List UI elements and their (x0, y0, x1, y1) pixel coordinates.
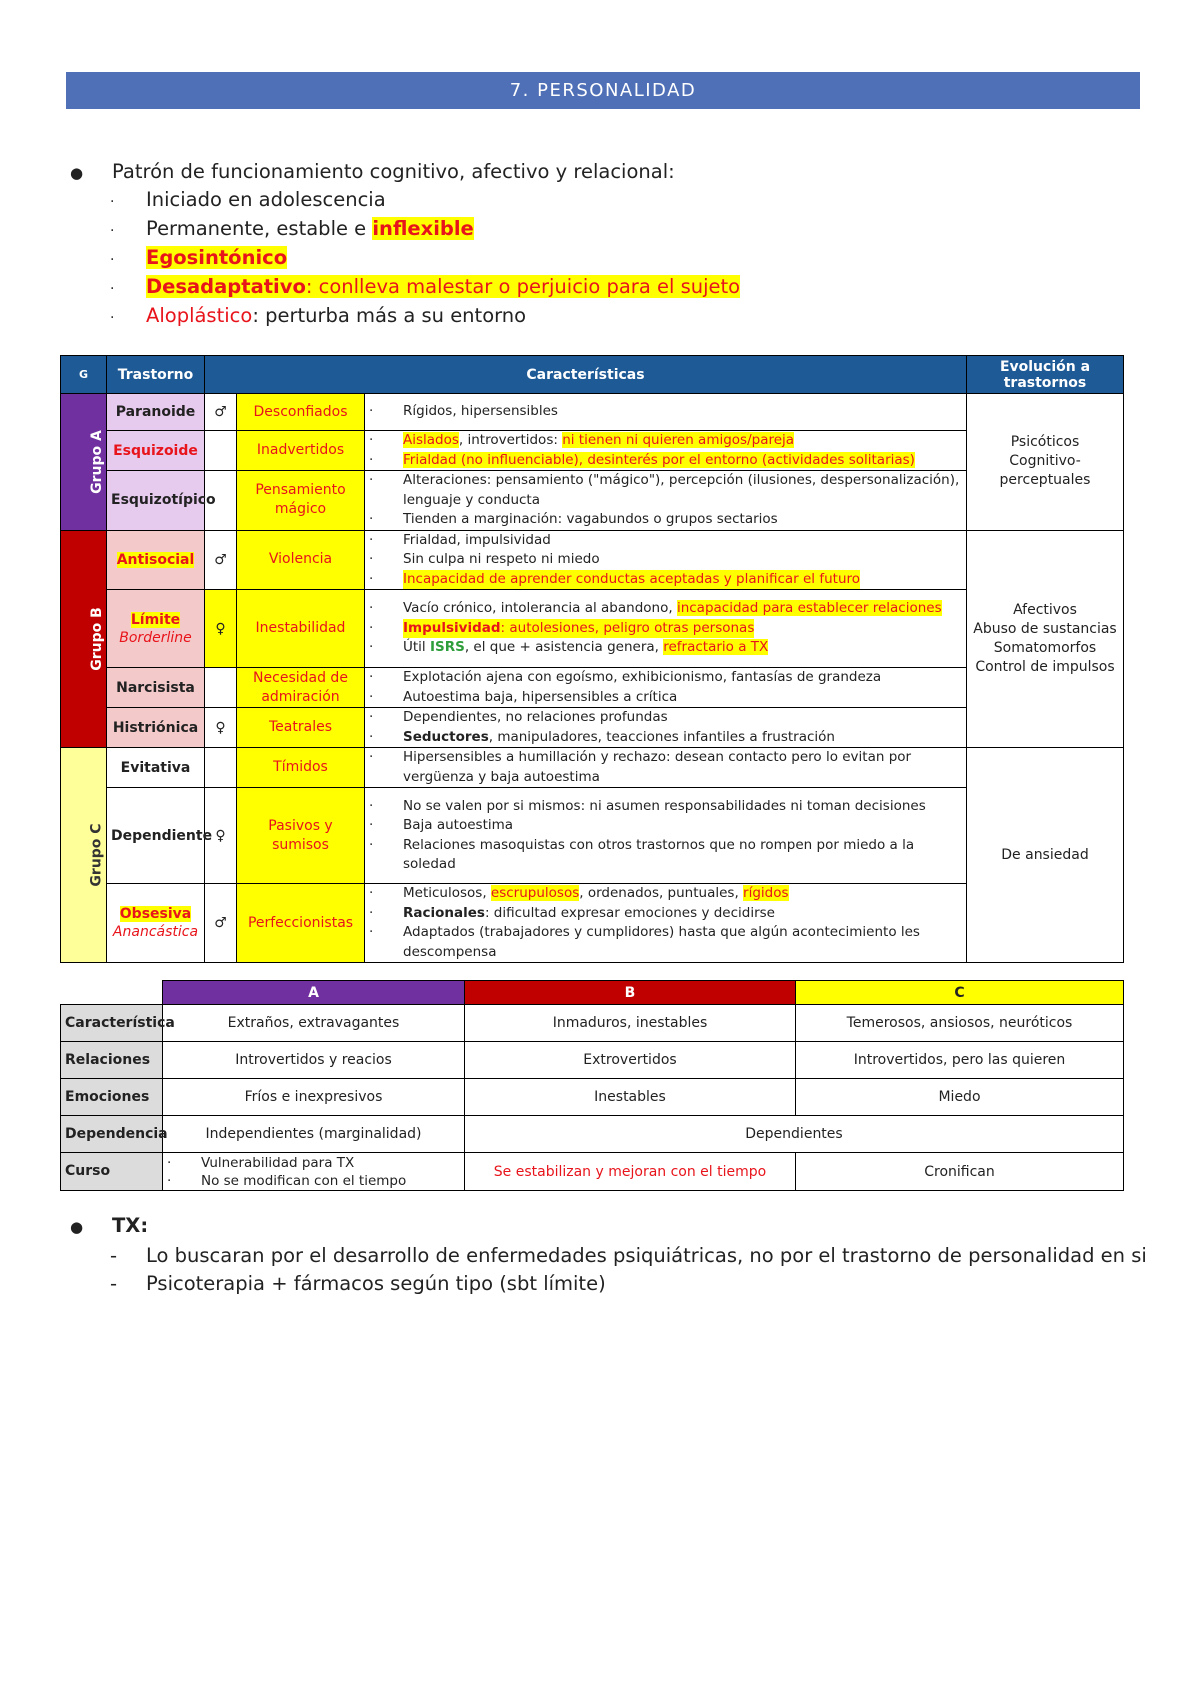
table-row (61, 1079, 1124, 1116)
item-text: Permanente, estable e inflexible (146, 217, 474, 240)
row-header: Dependencia (61, 1116, 163, 1153)
table-cell: Introvertidos, pero las quieren (796, 1042, 1124, 1079)
row-header: Emociones (61, 1079, 163, 1116)
disorder-descriptor: Pasivos y sumisos (237, 788, 365, 884)
highlight-text: Desadaptativo: conlleva malestar o perjuicio para el sujeto (146, 275, 741, 298)
disorder-descriptor: Tímidos (237, 748, 365, 788)
list-item (66, 304, 1146, 333)
evolution-b: Afectivos Abuso de sustancias Somatomorfos Control de impulsos (967, 530, 1124, 748)
list-item (66, 275, 1146, 304)
tx-heading (66, 1214, 1156, 1242)
female-icon: ♀ (205, 788, 237, 884)
table-cell: · Vulnerabilidad para TX · No se modifican con el tiempo (163, 1153, 465, 1191)
table-cell: Independientes (marginalidad) (163, 1116, 465, 1153)
col-header-a: A (163, 981, 465, 1005)
evolution-a: Psicóticos Cognitivo-perceptuales (967, 394, 1124, 531)
header-g: G (61, 356, 107, 394)
table-row (61, 884, 1124, 963)
group-c-label: Grupo C (61, 748, 107, 963)
table-cell: Miedo (796, 1079, 1124, 1116)
male-icon: ♂ (205, 884, 237, 963)
intro-section (66, 160, 1146, 333)
highlight-text: inflexible (372, 217, 474, 240)
disorder-name: Histriónica (107, 708, 205, 748)
header-caracteristicas: Características (205, 356, 967, 394)
col-header-c: C (796, 981, 1124, 1005)
list-item (66, 1270, 1156, 1298)
bullet-icon: · (110, 252, 115, 268)
disorder-descriptor: Teatrales (237, 708, 365, 748)
disorder-name: Esquizotípico (107, 471, 205, 531)
table-row (61, 708, 1124, 748)
highlight-text: Egosintónico (146, 246, 288, 269)
item-text: Psicoterapia + fármacos según tipo (sbt límite) (146, 1272, 606, 1295)
list-item (66, 217, 1146, 246)
table-cell: Dependientes (465, 1116, 1124, 1153)
male-icon: ♂ (205, 394, 237, 431)
characteristics-cell: · Frialdad, impulsividad · Sin culpa ni respeto ni miedo · Incapacidad de aprender conductas aceptadas y planificar el futuro (365, 530, 967, 590)
table-cell: Fríos e inexpresivos (163, 1079, 465, 1116)
table-row (61, 1116, 1124, 1153)
table-row (61, 530, 1124, 590)
item-text: Aloplástico: perturba más a su entorno (146, 304, 527, 327)
header-evolucion: Evolución a trastornos (967, 356, 1124, 394)
bullet-icon: · (110, 223, 115, 239)
characteristics-cell: · Dependientes, no relaciones profundas · Seductores, manipuladores, teacciones infantiles a frustración (365, 708, 967, 748)
table-cell: Se estabilizan y mejoran con el tiempo (465, 1153, 796, 1191)
personality-disorders-table (60, 355, 1124, 963)
characteristics-cell: · Alteraciones: pensamiento ("mágico"), percepción (ilusiones, despersonalización), lenguaje y conducta · Tienden a marginación: vagabundos o grupos sectarios (365, 471, 967, 531)
table-cell: Inmaduros, inestables (465, 1005, 796, 1042)
disorder-name: Esquizoide (107, 431, 205, 471)
table-row (61, 1005, 1124, 1042)
table-cell: Introvertidos y reacios (163, 1042, 465, 1079)
table-row (61, 431, 1124, 471)
group-b-label: Grupo B (61, 530, 107, 748)
sex-cell (205, 748, 237, 788)
tx-heading-text: TX: (112, 1214, 149, 1237)
bullet-icon: ● (70, 1218, 84, 1236)
table-row (61, 471, 1124, 531)
tx-section (66, 1214, 1156, 1298)
female-icon: ♀ (205, 708, 237, 748)
page-title: 7. PERSONALIDAD (66, 72, 1140, 109)
bullet-icon: ● (70, 164, 84, 182)
disorder-descriptor: Inestabilidad (237, 590, 365, 668)
table-cell: Extrovertidos (465, 1042, 796, 1079)
item-text: Iniciado en adolescencia (146, 188, 386, 211)
disorder-name: Obsesiva Anancástica (107, 884, 205, 963)
table-cell: Cronifican (796, 1153, 1124, 1191)
characteristics-cell: · Vacío crónico, intolerancia al abandono, incapacidad para establecer relaciones · Impulsividad: autolesiones, peligro otras personas · Útil ISRS, el que + asistencia genera, refractario a TX (365, 590, 967, 668)
table-row (61, 668, 1124, 708)
characteristics-cell: · Hipersensibles a humillación y rechazo: desean contacto pero lo evitan por vergüenza y baja autoestima (365, 748, 967, 788)
row-header: Relaciones (61, 1042, 163, 1079)
disorder-descriptor: Perfeccionistas (237, 884, 365, 963)
list-item (66, 188, 1146, 217)
table-row (61, 590, 1124, 668)
table-header-row (61, 981, 1124, 1005)
intro-heading-text: Patrón de funcionamiento cognitivo, afectivo y relacional: (112, 160, 675, 183)
table-cell: Extraños, extravagantes (163, 1005, 465, 1042)
bullet-icon: · (110, 310, 115, 326)
disorder-name: Dependiente (107, 788, 205, 884)
table-row (61, 748, 1124, 788)
male-icon: ♂ (205, 530, 237, 590)
row-header: Característica (61, 1005, 163, 1042)
characteristics-cell: · Aislados, introvertidos: ni tienen ni quieren amigos/pareja · Frialdad (no influenciable), desinterés por el entorno (actividades solitarias) (365, 431, 967, 471)
characteristics-cell: · Meticulosos, escrupulosos, ordenados, puntuales, rígidos · Racionales: dificultad expresar emociones y decidirse · Adaptados (trabajadores y cumplidores) hasta que algún acontecimiento les descompensa (365, 884, 967, 963)
characteristics-cell: · Explotación ajena con egoísmo, exhibicionismo, fantasías de grandeza · Autoestima baja, hipersensibles a crítica (365, 668, 967, 708)
bullet-icon: · (110, 281, 115, 297)
disorder-descriptor: Necesidad de admiración (237, 668, 365, 708)
intro-heading (66, 160, 1146, 188)
list-item (66, 1242, 1156, 1270)
table-row (61, 394, 1124, 431)
group-summary-table (60, 980, 1124, 1191)
disorder-name: Narcisista (107, 668, 205, 708)
disorder-descriptor: Pensamiento mágico (237, 471, 365, 531)
table-row (61, 1042, 1124, 1079)
group-a-label: Grupo A (61, 394, 107, 531)
characteristics-cell: · Rígidos, hipersensibles (365, 394, 967, 431)
table-row (61, 788, 1124, 884)
sex-cell (205, 431, 237, 471)
bullet-icon: · (110, 194, 115, 210)
col-header-b: B (465, 981, 796, 1005)
table-cell: Temerosos, ansiosos, neuróticos (796, 1005, 1124, 1042)
sex-cell (205, 668, 237, 708)
table-cell: Inestables (465, 1079, 796, 1116)
disorder-descriptor: Desconfiados (237, 394, 365, 431)
dash-icon: - (110, 1272, 118, 1295)
disorder-name: Paranoide (107, 394, 205, 431)
disorder-name: Evitativa (107, 748, 205, 788)
table-header-row (61, 356, 1124, 394)
header-trastorno: Trastorno (107, 356, 205, 394)
list-item (66, 246, 1146, 275)
disorder-name: Límite Borderline (107, 590, 205, 668)
evolution-c: De ansiedad (967, 748, 1124, 963)
item-text: Lo buscaran por el desarrollo de enfermedades psiquiátricas, no por el trastorno de personalidad en si (146, 1244, 1147, 1267)
table-row (61, 1153, 1124, 1191)
row-header: Curso (61, 1153, 163, 1191)
disorder-descriptor: Violencia (237, 530, 365, 590)
dash-icon: - (110, 1244, 118, 1267)
female-icon: ♀ (205, 590, 237, 668)
characteristics-cell: · No se valen por si mismos: ni asumen responsabilidades ni toman decisiones · Baja autoestima · Relaciones masoquistas con otros trastornos que no rompen por miedo a la soledad (365, 788, 967, 884)
disorder-name: Antisocial (116, 551, 195, 568)
disorder-descriptor: Inadvertidos (237, 431, 365, 471)
